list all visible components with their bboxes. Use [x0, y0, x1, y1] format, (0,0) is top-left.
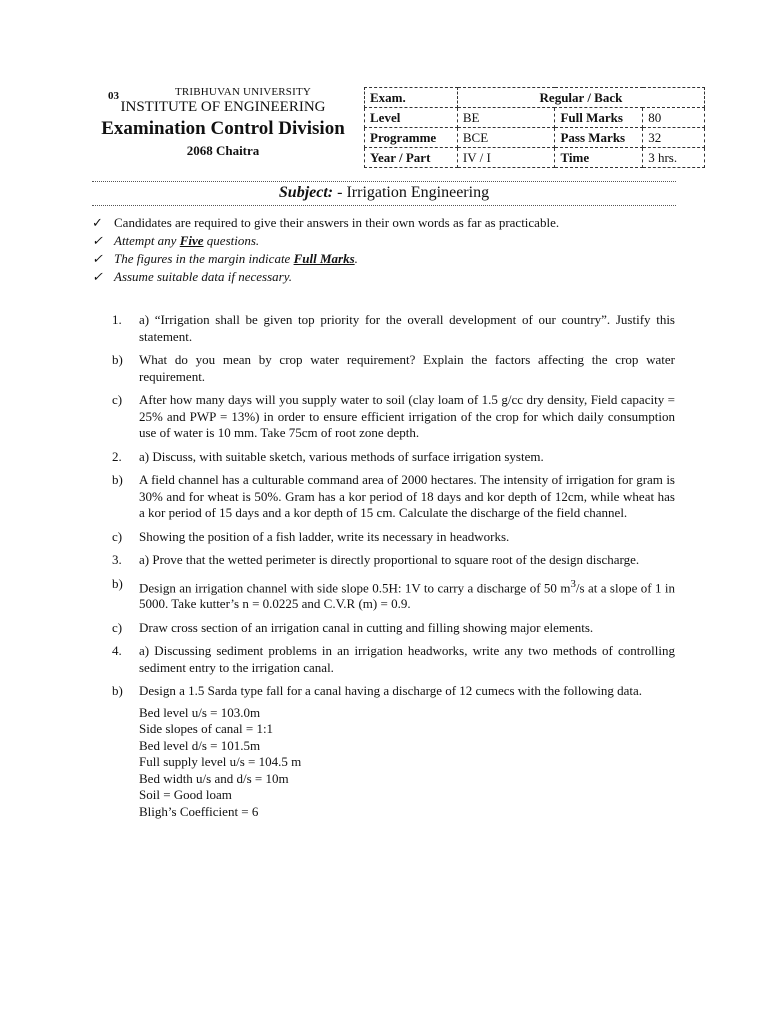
- questions-list: [112, 312, 675, 820]
- question-text: a) Discuss, with suitable sketch, various methods of surface irrigation system.: [139, 448, 544, 464]
- question-text: Design a 1.5 Sarda type fall for a canal having a discharge of 12 cumecs with the following data.: [139, 683, 642, 699]
- question-number: c): [112, 392, 123, 407]
- university-name: TRIBHUVAN UNIVERSITY: [174, 86, 312, 98]
- subject-label: Subject:: [278, 184, 334, 201]
- check-icon: ✓: [92, 269, 103, 284]
- list-item: [92, 268, 692, 286]
- instruction-text: questions.: [203, 233, 260, 248]
- level-label: Level: [365, 108, 458, 128]
- table-row: [365, 148, 705, 168]
- question-number: 2.: [112, 448, 122, 464]
- instruction-text: .: [354, 251, 358, 266]
- question-number: c): [112, 619, 123, 635]
- question-text: Showing the position of a fish ladder, write its necessary in headworks.: [139, 528, 510, 544]
- exam-value: Regular / Back: [457, 88, 704, 108]
- question-number: b): [112, 352, 123, 367]
- full-marks-value: 80: [643, 108, 705, 128]
- question-text: Draw cross section of an irrigation canal in cutting and filling showing major elements.: [139, 619, 594, 635]
- question-text: A field channel has a culturable command area of 2000 hectares. The intensity of irrigation for gram is 30% and for wheat is 50%. Gram has a kor period of 18 days and kor depth of 12cm, while wheat has a kor period of 15 days and a kor depth of 15 cm. Calculate the discharge of the field channel.: [139, 472, 675, 520]
- time-value: 3 hrs.: [643, 148, 705, 168]
- programme-value: BCE: [457, 128, 555, 148]
- institute-name: INSTITUTE OF ENGINEERING: [120, 99, 326, 115]
- question-item: [112, 576, 675, 613]
- question-item: [112, 643, 675, 676]
- check-icon: ✓: [92, 233, 103, 248]
- question-number: 1.: [112, 312, 122, 327]
- instruction-text: Candidates are required to give their answers in their own words as far as practicable.: [114, 215, 560, 230]
- design-data-list: [112, 705, 675, 821]
- instruction-emphasis: Full Marks: [293, 251, 355, 266]
- question-text: What do you mean by crop water requirement? Explain the factors affecting the crop water requirement.: [139, 352, 675, 384]
- header-block: [88, 86, 358, 159]
- pass-marks-label: Pass Marks: [555, 128, 643, 148]
- question-number: b): [112, 683, 123, 699]
- year-value: IV / I: [457, 148, 555, 168]
- question-item: [112, 683, 675, 700]
- question-text: /s at a slope of 1 in 5000. Take kutter’s n = 0.0225 and C.V.R (m) = 0.9.: [139, 579, 675, 612]
- subject-line: [92, 184, 676, 202]
- check-icon: ✓: [92, 251, 103, 266]
- table-row: [365, 108, 705, 128]
- question-item: [112, 472, 675, 522]
- list-item: Bed level d/s = 101.5m: [139, 737, 261, 753]
- question-number: b): [112, 575, 123, 591]
- instruction-text: Attempt any: [114, 233, 180, 248]
- list-item: Bed width u/s and d/s = 10m: [139, 770, 289, 786]
- question-number: 3.: [112, 552, 122, 567]
- question-item: [112, 620, 675, 637]
- question-number: c): [112, 528, 123, 544]
- table-row: [365, 128, 705, 148]
- instruction-emphasis: Five: [179, 233, 204, 248]
- programme-label: Programme: [365, 128, 458, 148]
- question-item: [112, 392, 675, 442]
- instruction-text: The figures in the margin indicate: [114, 251, 294, 266]
- exam-info-table: [364, 87, 705, 168]
- list-item: Side slopes of canal = 1:1: [139, 721, 274, 737]
- level-value: BE: [457, 108, 555, 128]
- divider: [92, 205, 676, 206]
- year-label: Year / Part: [365, 148, 458, 168]
- list-item: Full supply level u/s = 104.5 m: [139, 754, 302, 770]
- question-item: [112, 552, 675, 569]
- instruction-text: Assume suitable data if necessary.: [114, 269, 293, 284]
- exam-session: 2068 Chaitra: [186, 143, 260, 158]
- question-text: a) Discussing sediment problems in an irrigation headworks, write any two methods of controlling sediment entry to the irrigation canal.: [139, 643, 675, 675]
- question-item: [112, 529, 675, 546]
- question-item: [112, 449, 675, 466]
- list-item: Bligh’s Coefficient = 6: [139, 803, 259, 819]
- paper-code: 03: [108, 90, 119, 102]
- question-item: [112, 312, 675, 345]
- divider: [92, 181, 676, 182]
- subject-value: - Irrigation Engineering: [337, 184, 490, 201]
- list-item: Bed level u/s = 103.0m: [139, 704, 261, 720]
- time-label: Time: [555, 148, 643, 168]
- question-number: b): [112, 472, 123, 487]
- question-text: Design an irrigation channel with side slope 0.5H: 1V to carry a discharge of 50 m: [139, 579, 571, 595]
- question-text: a) “Irrigation shall be given top priority for the overall development of our country”. Justify this statement.: [139, 312, 675, 344]
- list-item: [92, 214, 692, 232]
- list-item: [92, 250, 692, 268]
- exam-label: Exam.: [365, 88, 458, 108]
- question-number: 4.: [112, 643, 122, 659]
- list-item: Soil = Good loam: [139, 787, 232, 803]
- question-text: a) Prove that the wetted perimeter is directly proportional to square root of the design discharge.: [139, 552, 640, 567]
- full-marks-label: Full Marks: [555, 108, 643, 128]
- check-icon: ✓: [92, 215, 103, 230]
- table-row: [365, 88, 705, 108]
- list-item: [92, 232, 692, 250]
- pass-marks-value: 32: [643, 128, 705, 148]
- question-text: After how many days will you supply water to soil (clay loam of 1.5 g/cc dry density, Field capacity = 25% and PWP = 13%) in order to ensure efficient irrigation of the crop for which daily consumption use of water is 10 mm. Take 75cm of root zone depth.: [139, 392, 675, 440]
- division-name: Examination Control Division: [101, 118, 345, 139]
- question-item: [112, 352, 675, 385]
- superscript: 3: [570, 577, 576, 590]
- instructions-list: [92, 214, 692, 286]
